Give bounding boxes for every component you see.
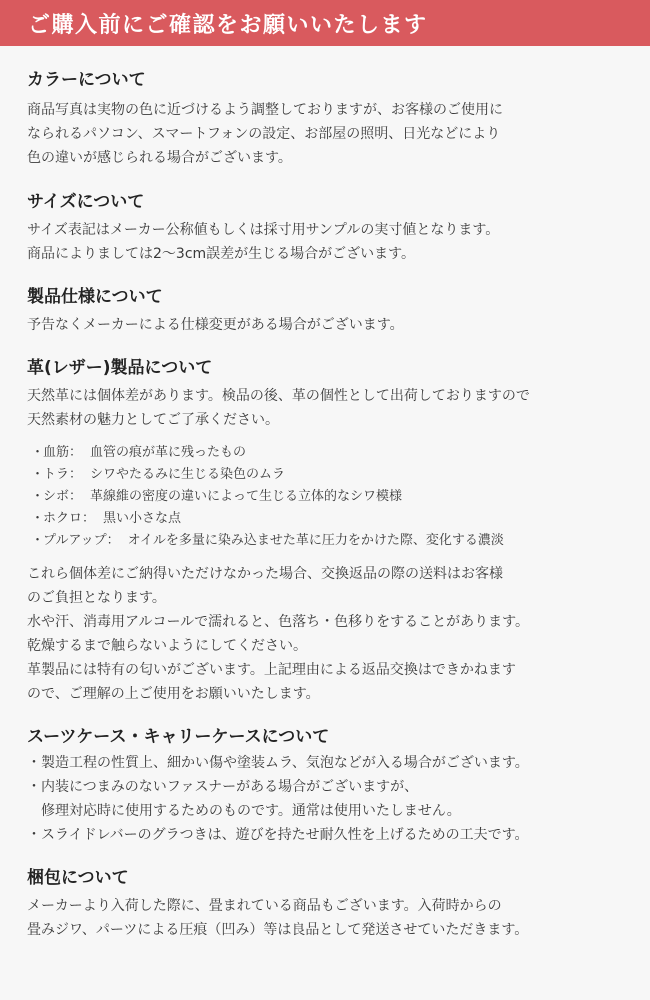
list-item-desc: 黒い小さな点 xyxy=(103,511,182,526)
list-item-term: トラ： xyxy=(43,467,83,482)
section-size-title: サイズについて xyxy=(27,192,145,212)
list-item-desc: 革線維の密度の違いによって生じる立体的なシワ模様 xyxy=(90,489,403,504)
section-leather-intro: 天然革には個体差があります。検品の後、革の個性として出荷しておりますので 天然素材の魅力としてご了承ください。 xyxy=(27,388,530,428)
list-item-term: シボ： xyxy=(43,489,83,504)
section-spec-title: 製品仕様について xyxy=(27,287,163,307)
section-leather-title: 革(レザー)製品について xyxy=(27,358,213,378)
section-leather-outro: これら個体差にご納得いただけなかった場合、交換返品の際の送料はお客様 のご負担となります。 水や汗、消毒用アルコールで濡れると、色落ち・色移りをすることがあります。 乾燥するまで触らないようにしてください。 革製品には特有の匂いがございます。上記理由による返品交換はできかねます ので、ご理解の上ご使用をお願いいたします。 xyxy=(27,566,530,702)
section-packing-body: メーカーより入荷した際に、畳まれている商品もございます。入荷時からの 畳みジワ、パーツによる圧痕（凹み）等は良品として発送させていただきます。 xyxy=(27,898,529,938)
section-suitcase xyxy=(27,706,628,847)
section-color-title: カラーについて xyxy=(27,70,146,90)
list-item: ・スライドレバーのグラつきは、遊びを持たせ耐久性を上げるための工夫です。 xyxy=(27,827,529,843)
page-title: ご購入前にご確認をお願いいたします xyxy=(28,12,428,38)
list-item-continuation: 修理対応時に使用するためのものです。通常は使用いたしません。 xyxy=(41,803,461,819)
list-item: ・製造工程の性質上、細かい傷や塗装ムラ、気泡などが入る場合がございます。 xyxy=(27,755,529,771)
section-spec-body: 予告なくメーカーによる仕様変更がある場合がございます。 xyxy=(27,317,404,333)
list-item xyxy=(31,442,628,464)
section-suitcase-title: スーツケース・キャリーケースについて xyxy=(27,727,330,747)
notice-content xyxy=(0,46,650,942)
notice-header xyxy=(0,0,650,46)
section-color-body: 商品写真は実物の色に近づけるよう調整しておりますが、お客様のご使用に なられるパソコン、スマートフォンの設定、お部屋の照明、日光などにより 色の違いが感じられる場合がございます。 xyxy=(27,102,503,166)
list-item-desc: シワやたるみに生じる染色のムラ xyxy=(90,467,286,482)
section-leather xyxy=(27,337,628,706)
bullet-dot: ・ xyxy=(31,533,45,548)
suitcase-notes-list xyxy=(27,751,628,847)
list-item-desc: 血管の痕が革に残ったもの xyxy=(90,445,247,460)
list-item xyxy=(31,486,628,508)
section-color xyxy=(27,46,628,170)
section-spec xyxy=(27,266,628,337)
section-packing-title: 梱包について xyxy=(27,868,129,888)
bullet-dot: ・ xyxy=(31,467,45,482)
list-item xyxy=(31,464,628,486)
section-packing xyxy=(27,847,628,942)
bullet-dot: ・ xyxy=(31,445,45,460)
section-size xyxy=(27,170,628,266)
list-item-term: ホクロ： xyxy=(43,511,96,526)
list-item-desc: オイルを多量に染み込ませた革に圧力をかけた際、変化する濃淡 xyxy=(127,533,504,548)
list-item xyxy=(31,530,628,552)
list-item: ・内装につまみのないファスナーがある場合がございますが、 xyxy=(27,779,419,795)
bullet-dot: ・ xyxy=(31,511,45,526)
leather-characteristics-list xyxy=(27,442,628,552)
list-item-term: 血筋： xyxy=(43,445,83,460)
bullet-dot: ・ xyxy=(31,489,45,504)
list-item-term: プルアップ： xyxy=(43,533,120,548)
list-item xyxy=(31,508,628,530)
section-size-body: サイズ表記はメーカー公称値もしくは採寸用サンプルの実寸値となります。 商品によりましては2〜3cm誤差が生じる場合がございます。 xyxy=(27,222,500,262)
